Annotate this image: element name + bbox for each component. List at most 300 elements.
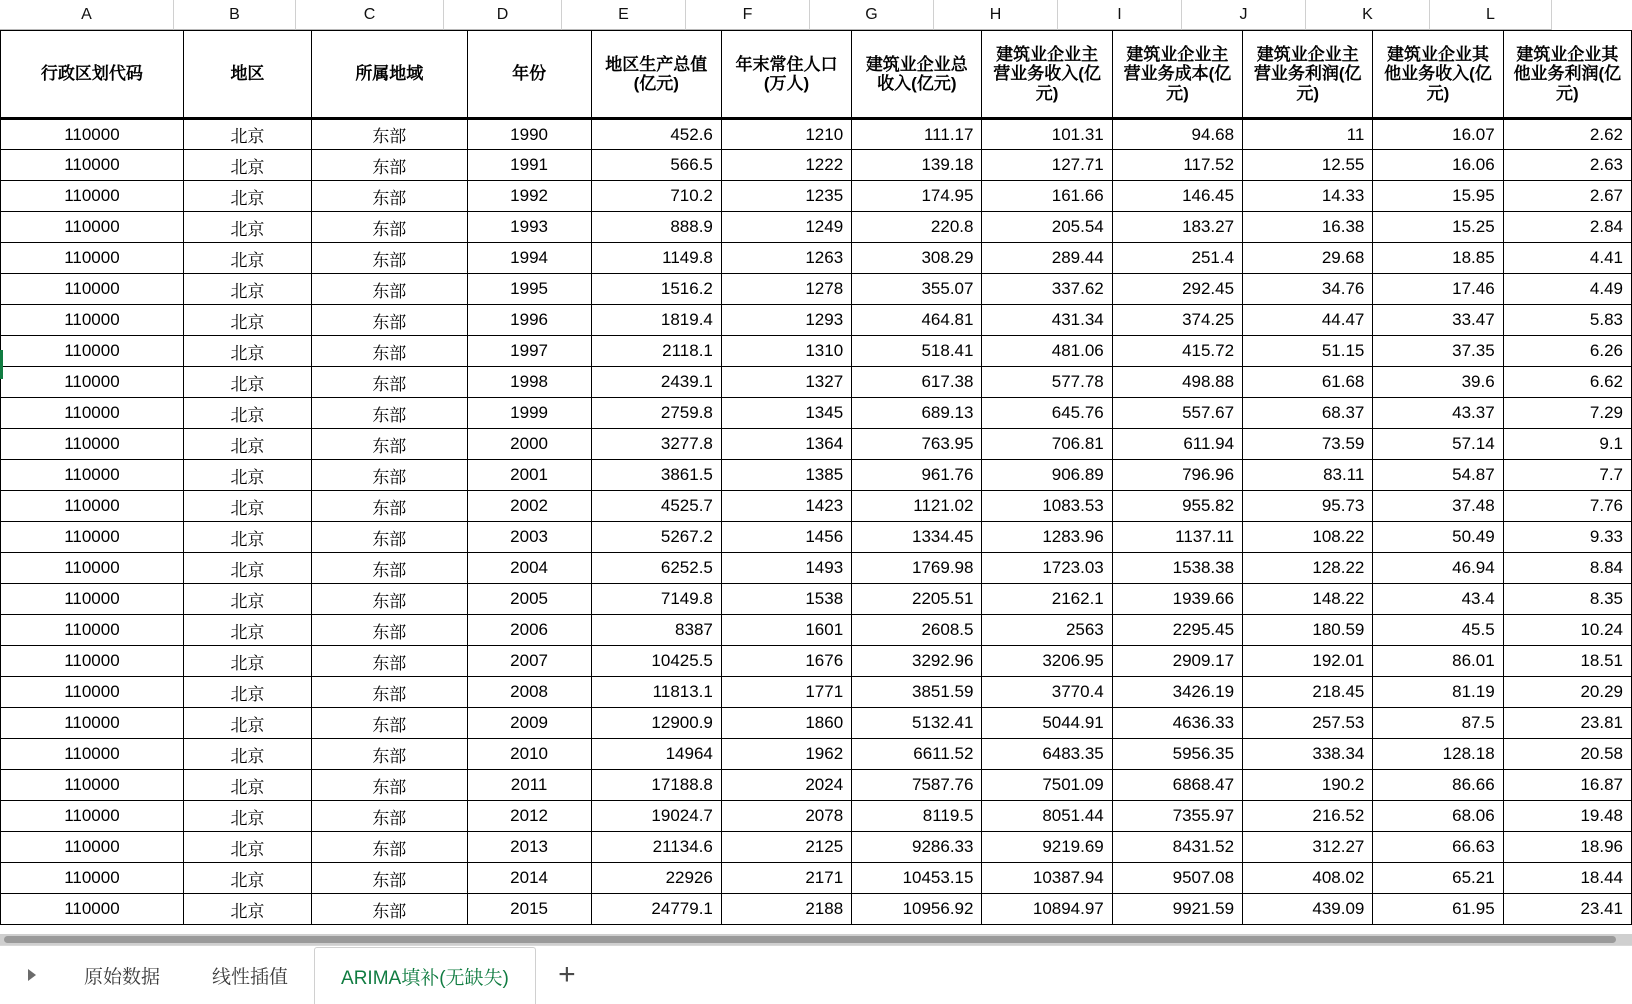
cell[interactable]: 1676 — [721, 646, 851, 677]
cell[interactable]: 6.26 — [1503, 336, 1631, 367]
cell[interactable]: 312.27 — [1243, 832, 1373, 863]
cell[interactable]: 16.38 — [1243, 212, 1373, 243]
table-row[interactable] — [1, 491, 1632, 522]
cell[interactable]: 251.4 — [1112, 243, 1242, 274]
cell[interactable]: 34.76 — [1243, 274, 1373, 305]
cell[interactable]: 8431.52 — [1112, 832, 1242, 863]
cell[interactable]: 2004 — [467, 553, 591, 584]
cell[interactable]: 127.71 — [982, 150, 1112, 181]
cell[interactable]: 10387.94 — [982, 863, 1112, 894]
column-header-e[interactable]: E — [562, 0, 686, 30]
cell[interactable]: 8051.44 — [982, 801, 1112, 832]
cell[interactable]: 5267.2 — [591, 522, 721, 553]
cell[interactable]: 9.1 — [1503, 429, 1631, 460]
cell[interactable]: 110000 — [1, 150, 184, 181]
column-header-a[interactable]: A — [0, 0, 174, 30]
table-row[interactable] — [1, 150, 1632, 181]
cell[interactable]: 83.11 — [1243, 460, 1373, 491]
cell[interactable]: 110000 — [1, 336, 184, 367]
cell[interactable]: 2.63 — [1503, 150, 1631, 181]
cell[interactable]: 6252.5 — [591, 553, 721, 584]
cell[interactable]: 6.62 — [1503, 367, 1631, 398]
table-row[interactable] — [1, 398, 1632, 429]
cell[interactable]: 2125 — [721, 832, 851, 863]
cell[interactable]: 110000 — [1, 181, 184, 212]
cell[interactable]: 12.55 — [1243, 150, 1373, 181]
column-header-b[interactable]: B — [174, 0, 296, 30]
cell[interactable]: 1293 — [721, 305, 851, 336]
cell[interactable]: 东部 — [312, 243, 468, 274]
cell[interactable]: 东部 — [312, 429, 468, 460]
cell[interactable]: 2000 — [467, 429, 591, 460]
cell[interactable]: 7587.76 — [852, 770, 982, 801]
cell[interactable]: 39.6 — [1373, 367, 1503, 398]
cell[interactable]: 289.44 — [982, 243, 1112, 274]
cell[interactable]: 95.73 — [1243, 491, 1373, 522]
cell[interactable]: 557.67 — [1112, 398, 1242, 429]
cell[interactable]: 北京 — [183, 274, 311, 305]
cell[interactable]: 464.81 — [852, 305, 982, 336]
cell[interactable]: 2010 — [467, 739, 591, 770]
cell[interactable]: 7.76 — [1503, 491, 1631, 522]
cell[interactable]: 北京 — [183, 398, 311, 429]
cell[interactable]: 1345 — [721, 398, 851, 429]
table-row[interactable] — [1, 801, 1632, 832]
cell[interactable]: 1278 — [721, 274, 851, 305]
cell[interactable]: 205.54 — [982, 212, 1112, 243]
cell[interactable]: 东部 — [312, 212, 468, 243]
cell[interactable]: 2003 — [467, 522, 591, 553]
cell[interactable]: 174.95 — [852, 181, 982, 212]
cell[interactable]: 61.95 — [1373, 894, 1503, 925]
cell[interactable]: 108.22 — [1243, 522, 1373, 553]
cell[interactable]: 北京 — [183, 615, 311, 646]
cell[interactable]: 7501.09 — [982, 770, 1112, 801]
table-row[interactable] — [1, 429, 1632, 460]
cell[interactable]: 24779.1 — [591, 894, 721, 925]
cell[interactable]: 73.59 — [1243, 429, 1373, 460]
cell[interactable]: 2171 — [721, 863, 851, 894]
sheet-grid[interactable] — [0, 30, 1632, 945]
table-row[interactable] — [1, 770, 1632, 801]
table-row[interactable] — [1, 708, 1632, 739]
cell[interactable]: 东部 — [312, 398, 468, 429]
table-row[interactable] — [1, 863, 1632, 894]
cell[interactable]: 10.24 — [1503, 615, 1631, 646]
cell[interactable]: 6868.47 — [1112, 770, 1242, 801]
cell[interactable]: 北京 — [183, 150, 311, 181]
cell[interactable]: 110000 — [1, 553, 184, 584]
cell[interactable]: 43.37 — [1373, 398, 1503, 429]
cell[interactable]: 110000 — [1, 770, 184, 801]
cell[interactable]: 北京 — [183, 801, 311, 832]
cell[interactable]: 东部 — [312, 677, 468, 708]
cell[interactable]: 2.84 — [1503, 212, 1631, 243]
cell[interactable]: 东部 — [312, 863, 468, 894]
cell[interactable]: 东部 — [312, 646, 468, 677]
cell[interactable]: 518.41 — [852, 336, 982, 367]
cell[interactable]: 374.25 — [1112, 305, 1242, 336]
cell[interactable]: 139.18 — [852, 150, 982, 181]
column-header-d[interactable]: D — [444, 0, 562, 30]
cell[interactable]: 东部 — [312, 274, 468, 305]
cell[interactable]: 1334.45 — [852, 522, 982, 553]
cell[interactable]: 190.2 — [1243, 770, 1373, 801]
cell[interactable]: 东部 — [312, 367, 468, 398]
cell[interactable]: 15.25 — [1373, 212, 1503, 243]
cell[interactable]: 33.47 — [1373, 305, 1503, 336]
cell[interactable]: 9286.33 — [852, 832, 982, 863]
cell[interactable]: 北京 — [183, 553, 311, 584]
cell[interactable]: 1997 — [467, 336, 591, 367]
cell[interactable]: 183.27 — [1112, 212, 1242, 243]
cell[interactable]: 北京 — [183, 708, 311, 739]
table-row[interactable] — [1, 584, 1632, 615]
cell[interactable]: 1137.11 — [1112, 522, 1242, 553]
sheet-tab[interactable]: 线性插值 — [212, 966, 289, 988]
cell[interactable]: 1999 — [467, 398, 591, 429]
cell[interactable]: 2005 — [467, 584, 591, 615]
cell[interactable]: 1516.2 — [591, 274, 721, 305]
cell[interactable]: 110000 — [1, 274, 184, 305]
cell[interactable]: 8387 — [591, 615, 721, 646]
column-header-c[interactable]: C — [296, 0, 444, 30]
cell[interactable]: 9921.59 — [1112, 894, 1242, 925]
cell[interactable]: 86.01 — [1373, 646, 1503, 677]
cell[interactable]: 东部 — [312, 553, 468, 584]
cell[interactable]: 481.06 — [982, 336, 1112, 367]
cell[interactable]: 1860 — [721, 708, 851, 739]
cell[interactable]: 1121.02 — [852, 491, 982, 522]
cell[interactable]: 6483.35 — [982, 739, 1112, 770]
cell[interactable]: 北京 — [183, 677, 311, 708]
cell[interactable]: 东部 — [312, 832, 468, 863]
cell[interactable]: 7355.97 — [1112, 801, 1242, 832]
table-row[interactable] — [1, 615, 1632, 646]
data-table[interactable] — [0, 30, 1632, 925]
cell[interactable]: 566.5 — [591, 150, 721, 181]
cell[interactable]: 439.09 — [1243, 894, 1373, 925]
cell[interactable]: 3206.95 — [982, 646, 1112, 677]
cell[interactable]: 110000 — [1, 522, 184, 553]
cell[interactable]: 2012 — [467, 801, 591, 832]
table-row[interactable] — [1, 367, 1632, 398]
cell[interactable]: 2205.51 — [852, 584, 982, 615]
cell[interactable]: 110000 — [1, 615, 184, 646]
cell[interactable]: 4636.33 — [1112, 708, 1242, 739]
cell[interactable]: 3861.5 — [591, 460, 721, 491]
cell[interactable]: 45.5 — [1373, 615, 1503, 646]
cell[interactable]: 180.59 — [1243, 615, 1373, 646]
cell[interactable]: 北京 — [183, 863, 311, 894]
table-row[interactable] — [1, 336, 1632, 367]
cell[interactable]: 292.45 — [1112, 274, 1242, 305]
cell[interactable]: 14.33 — [1243, 181, 1373, 212]
cell[interactable]: 15.95 — [1373, 181, 1503, 212]
cell[interactable]: 796.96 — [1112, 460, 1242, 491]
cell[interactable]: 1939.66 — [1112, 584, 1242, 615]
cell[interactable]: 1995 — [467, 274, 591, 305]
cell[interactable]: 308.29 — [852, 243, 982, 274]
cell[interactable]: 1263 — [721, 243, 851, 274]
cell[interactable]: 110000 — [1, 460, 184, 491]
cell[interactable]: 117.52 — [1112, 150, 1242, 181]
cell[interactable]: 9219.69 — [982, 832, 1112, 863]
cell[interactable]: 23.81 — [1503, 708, 1631, 739]
cell[interactable]: 6611.52 — [852, 739, 982, 770]
cell[interactable]: 1235 — [721, 181, 851, 212]
cell[interactable]: 9507.08 — [1112, 863, 1242, 894]
add-sheet-button[interactable]: + — [558, 958, 576, 991]
cell[interactable]: 东部 — [312, 894, 468, 925]
cell[interactable]: 8.35 — [1503, 584, 1631, 615]
table-row[interactable] — [1, 646, 1632, 677]
cell[interactable]: 110000 — [1, 243, 184, 274]
cell[interactable]: 128.18 — [1373, 739, 1503, 770]
cell[interactable]: 710.2 — [591, 181, 721, 212]
sheet-tab-bar[interactable] — [0, 945, 1632, 1004]
cell[interactable]: 2009 — [467, 708, 591, 739]
cell[interactable]: 220.8 — [852, 212, 982, 243]
cell[interactable]: 2162.1 — [982, 584, 1112, 615]
cell[interactable]: 1493 — [721, 553, 851, 584]
table-row[interactable] — [1, 739, 1632, 770]
cell[interactable]: 北京 — [183, 429, 311, 460]
cell[interactable]: 355.07 — [852, 274, 982, 305]
table-row[interactable] — [1, 553, 1632, 584]
cell[interactable]: 1992 — [467, 181, 591, 212]
cell[interactable]: 2007 — [467, 646, 591, 677]
cell[interactable]: 2295.45 — [1112, 615, 1242, 646]
cell[interactable]: 北京 — [183, 243, 311, 274]
cell[interactable]: 17.46 — [1373, 274, 1503, 305]
cell[interactable]: 337.62 — [982, 274, 1112, 305]
cell[interactable]: 110000 — [1, 832, 184, 863]
cell[interactable]: 4.49 — [1503, 274, 1631, 305]
cell[interactable]: 37.35 — [1373, 336, 1503, 367]
cell[interactable]: 961.76 — [852, 460, 982, 491]
cell[interactable]: 110000 — [1, 119, 184, 150]
cell[interactable]: 338.34 — [1243, 739, 1373, 770]
cell[interactable]: 146.45 — [1112, 181, 1242, 212]
cell[interactable]: 16.87 — [1503, 770, 1631, 801]
cell[interactable]: 110000 — [1, 708, 184, 739]
cell[interactable]: 689.13 — [852, 398, 982, 429]
column-header-i[interactable]: I — [1058, 0, 1182, 30]
cell[interactable]: 北京 — [183, 522, 311, 553]
cell[interactable]: 2.62 — [1503, 119, 1631, 150]
cell[interactable]: 611.94 — [1112, 429, 1242, 460]
column-header-g[interactable]: G — [810, 0, 934, 30]
cell[interactable]: 1771 — [721, 677, 851, 708]
cell[interactable]: 1327 — [721, 367, 851, 398]
cell[interactable]: 110000 — [1, 863, 184, 894]
cell[interactable]: 110000 — [1, 305, 184, 336]
cell[interactable]: 东部 — [312, 584, 468, 615]
cell[interactable]: 18.44 — [1503, 863, 1631, 894]
cell[interactable]: 5956.35 — [1112, 739, 1242, 770]
cell[interactable]: 7.29 — [1503, 398, 1631, 429]
cell[interactable]: 1994 — [467, 243, 591, 274]
cell[interactable]: 110000 — [1, 398, 184, 429]
cell[interactable]: 4525.7 — [591, 491, 721, 522]
cell[interactable]: 1769.98 — [852, 553, 982, 584]
cell[interactable]: 1385 — [721, 460, 851, 491]
cell[interactable]: 1990 — [467, 119, 591, 150]
cell[interactable]: 2001 — [467, 460, 591, 491]
cell[interactable]: 北京 — [183, 212, 311, 243]
column-header-h[interactable]: H — [934, 0, 1058, 30]
cell[interactable]: 87.5 — [1373, 708, 1503, 739]
cell[interactable]: 110000 — [1, 677, 184, 708]
cell[interactable]: 2013 — [467, 832, 591, 863]
cell[interactable]: 8119.5 — [852, 801, 982, 832]
cell[interactable]: 4.41 — [1503, 243, 1631, 274]
table-row[interactable] — [1, 181, 1632, 212]
sheet-tab[interactable]: 原始数据 — [84, 966, 161, 988]
cell[interactable]: 20.58 — [1503, 739, 1631, 770]
cell[interactable]: 2563 — [982, 615, 1112, 646]
cell[interactable]: 19024.7 — [591, 801, 721, 832]
cell[interactable]: 北京 — [183, 181, 311, 212]
cell[interactable]: 3426.19 — [1112, 677, 1242, 708]
cell[interactable]: 东部 — [312, 770, 468, 801]
cell[interactable]: 北京 — [183, 739, 311, 770]
table-row[interactable] — [1, 212, 1632, 243]
cell[interactable]: 20.29 — [1503, 677, 1631, 708]
cell[interactable]: 1283.96 — [982, 522, 1112, 553]
cell[interactable]: 44.47 — [1243, 305, 1373, 336]
cell[interactable]: 1423 — [721, 491, 851, 522]
cell[interactable]: 9.33 — [1503, 522, 1631, 553]
cell[interactable]: 110000 — [1, 739, 184, 770]
cell[interactable]: 110000 — [1, 801, 184, 832]
cell[interactable]: 46.94 — [1373, 553, 1503, 584]
cell[interactable]: 东部 — [312, 181, 468, 212]
cell[interactable]: 51.15 — [1243, 336, 1373, 367]
cell[interactable]: 16.06 — [1373, 150, 1503, 181]
cell[interactable]: 1249 — [721, 212, 851, 243]
cell[interactable]: 161.66 — [982, 181, 1112, 212]
cell[interactable]: 22926 — [591, 863, 721, 894]
cell[interactable]: 东部 — [312, 801, 468, 832]
sheet-tab[interactable]: ARIMA填补(无缺失) — [314, 947, 536, 1004]
cell[interactable]: 110000 — [1, 429, 184, 460]
cell[interactable]: 43.4 — [1373, 584, 1503, 615]
cell[interactable]: 2002 — [467, 491, 591, 522]
cell[interactable]: 68.06 — [1373, 801, 1503, 832]
cell[interactable]: 452.6 — [591, 119, 721, 150]
cell[interactable]: 415.72 — [1112, 336, 1242, 367]
cell[interactable]: 94.68 — [1112, 119, 1242, 150]
cell[interactable]: 北京 — [183, 894, 311, 925]
cell[interactable]: 1149.8 — [591, 243, 721, 274]
cell[interactable]: 955.82 — [1112, 491, 1242, 522]
cell[interactable]: 东部 — [312, 708, 468, 739]
cell[interactable]: 3851.59 — [852, 677, 982, 708]
cell[interactable]: 北京 — [183, 770, 311, 801]
cell[interactable]: 5132.41 — [852, 708, 982, 739]
cell[interactable]: 东部 — [312, 522, 468, 553]
cell[interactable]: 东部 — [312, 119, 468, 150]
cell[interactable]: 14964 — [591, 739, 721, 770]
cell[interactable]: 东部 — [312, 305, 468, 336]
table-row[interactable] — [1, 460, 1632, 491]
cell[interactable]: 1991 — [467, 150, 591, 181]
table-row[interactable] — [1, 305, 1632, 336]
column-header-f[interactable]: F — [686, 0, 810, 30]
cell[interactable]: 66.63 — [1373, 832, 1503, 863]
cell[interactable]: 23.41 — [1503, 894, 1631, 925]
cell[interactable]: 148.22 — [1243, 584, 1373, 615]
table-row[interactable] — [1, 119, 1632, 150]
cell[interactable]: 北京 — [183, 305, 311, 336]
cell[interactable]: 617.38 — [852, 367, 982, 398]
cell[interactable]: 北京 — [183, 832, 311, 863]
cell[interactable]: 21134.6 — [591, 832, 721, 863]
cell[interactable]: 86.66 — [1373, 770, 1503, 801]
horizontal-scrollbar[interactable] — [0, 934, 1632, 945]
cell[interactable]: 2759.8 — [591, 398, 721, 429]
cell[interactable]: 81.19 — [1373, 677, 1503, 708]
column-header-k[interactable]: K — [1306, 0, 1430, 30]
cell[interactable]: 57.14 — [1373, 429, 1503, 460]
cell[interactable]: 7149.8 — [591, 584, 721, 615]
cell[interactable]: 1210 — [721, 119, 851, 150]
cell[interactable]: 11 — [1243, 119, 1373, 150]
cell[interactable]: 北京 — [183, 367, 311, 398]
cell[interactable]: 1538 — [721, 584, 851, 615]
cell[interactable]: 577.78 — [982, 367, 1112, 398]
cell[interactable]: 110000 — [1, 491, 184, 522]
cell[interactable]: 2118.1 — [591, 336, 721, 367]
column-header-j[interactable]: J — [1182, 0, 1306, 30]
table-row[interactable] — [1, 243, 1632, 274]
cell[interactable]: 54.87 — [1373, 460, 1503, 491]
cell[interactable]: 2014 — [467, 863, 591, 894]
cell[interactable]: 3292.96 — [852, 646, 982, 677]
cell[interactable]: 2024 — [721, 770, 851, 801]
horizontal-scrollbar-thumb[interactable] — [4, 936, 1616, 943]
cell[interactable]: 50.49 — [1373, 522, 1503, 553]
cell[interactable]: 2.67 — [1503, 181, 1631, 212]
cell[interactable]: 18.85 — [1373, 243, 1503, 274]
cell[interactable]: 12900.9 — [591, 708, 721, 739]
cell[interactable]: 37.48 — [1373, 491, 1503, 522]
cell[interactable]: 8.84 — [1503, 553, 1631, 584]
cell[interactable]: 110000 — [1, 646, 184, 677]
cell[interactable]: 10453.15 — [852, 863, 982, 894]
cell[interactable]: 东部 — [312, 615, 468, 646]
cell[interactable]: 65.21 — [1373, 863, 1503, 894]
cell[interactable]: 东部 — [312, 739, 468, 770]
cell[interactable]: 68.37 — [1243, 398, 1373, 429]
cell[interactable]: 10425.5 — [591, 646, 721, 677]
column-header-l[interactable]: L — [1430, 0, 1552, 30]
cell[interactable]: 1962 — [721, 739, 851, 770]
cell[interactable]: 2078 — [721, 801, 851, 832]
table-row[interactable] — [1, 677, 1632, 708]
cell[interactable]: 110000 — [1, 584, 184, 615]
cell[interactable]: 2608.5 — [852, 615, 982, 646]
cell[interactable]: 1819.4 — [591, 305, 721, 336]
cell[interactable]: 408.02 — [1243, 863, 1373, 894]
cell[interactable]: 北京 — [183, 646, 311, 677]
cell[interactable]: 5.83 — [1503, 305, 1631, 336]
cell[interactable]: 11813.1 — [591, 677, 721, 708]
cell[interactable]: 10894.97 — [982, 894, 1112, 925]
cell[interactable]: 北京 — [183, 491, 311, 522]
